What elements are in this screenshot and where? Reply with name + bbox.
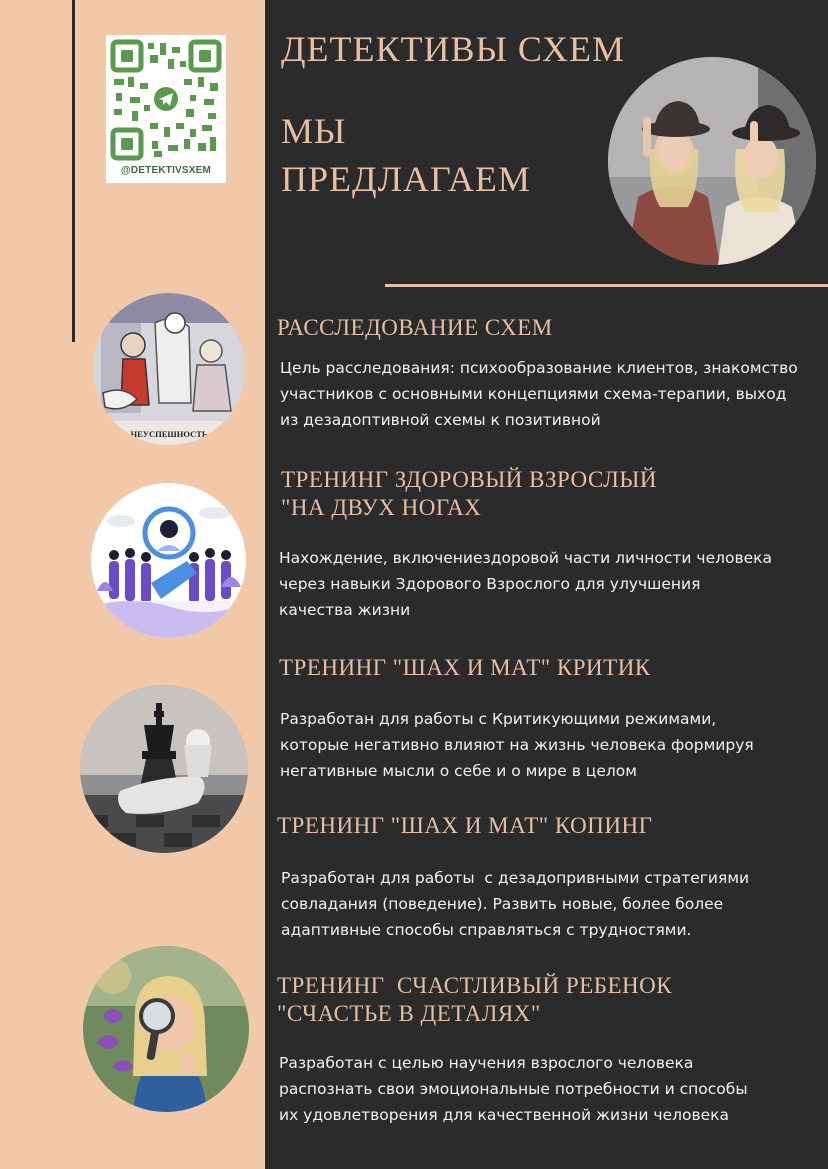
qr-handle-label: @DETEKTIVSXEM	[120, 165, 212, 176]
section-4-title: ТРЕНИНГ "ШАХ И МАТ" КОПИНГ	[277, 813, 653, 838]
chess-critic-image	[80, 685, 248, 853]
schema-illustration-image	[93, 293, 245, 445]
section-2-body: Нахождение, включениездоровой части личности человека через навыки Здорового Взрослого для улучшения качества жизни	[279, 549, 773, 619]
subtitle-line-1: МЫ	[281, 111, 347, 151]
section-3-title: ТРЕНИНГ "ШАХ И МАТ" КРИТИК	[279, 655, 651, 680]
qr-code-image	[110, 39, 222, 161]
header-divider-line	[385, 284, 828, 287]
page-title: ДЕТЕКТИВЫ СХЕМ	[281, 29, 626, 69]
section-3-body: Разработан для работы с Критикующими режимами, которые негативно влияют на жизнь человека формируя негативные мысли о себе и о мире в целом	[280, 710, 754, 780]
qr-code-card[interactable]	[106, 35, 226, 183]
section-1-title: РАССЛЕДОВАНИЕ СХЕМ	[277, 315, 553, 340]
detectives-photo	[608, 57, 816, 265]
vertical-divider-line	[72, 0, 75, 342]
section-4-body: Разработан для работы с дезадопривными стратегиями совладания (поведение). Развить новые, более более адаптивные способы справляться с трудностями.	[281, 869, 750, 939]
subtitle-line-2: ПРЕДЛАГАЕМ	[281, 159, 531, 199]
happy-child-image	[83, 946, 249, 1112]
section-5-title: ТРЕНИНГ СЧАСТЛИВЫЙ РЕБЕНОК "СЧАСТЬЕ В ДЕТАЛЯХ"	[277, 973, 673, 1026]
schema-image-caption: НЕУСПЕШНОСТЬ	[130, 429, 208, 439]
section-1-body: Цель расследования: психообразование клиентов, знакомство участников с основными концепциями схема-терапии, выход из дезадоптивной схемы к позитивной	[280, 359, 798, 429]
section-5-body: Разработан с целью научения взрослого человека распознать свои эмоциональные потребности и способы их удовлетворения для качественной жизни человека	[279, 1054, 748, 1124]
team-illustration-image	[91, 483, 246, 638]
section-2-title: ТРЕНИНГ ЗДОРОВЫЙ ВЗРОСЛЫЙ "НА ДВУХ НОГАХ	[281, 467, 657, 520]
page-subtitle	[281, 107, 531, 203]
